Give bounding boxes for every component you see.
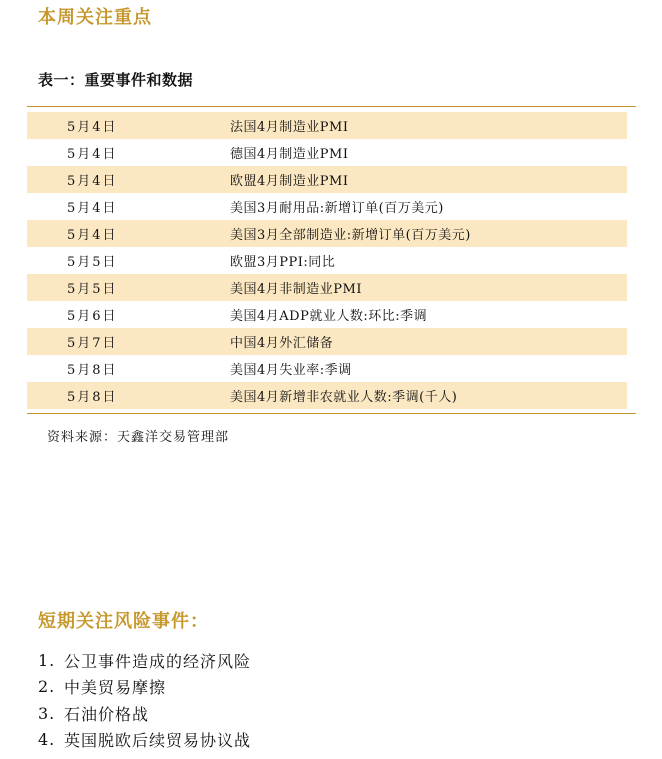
table-row bbox=[27, 247, 627, 274]
event-date: 5月8日 bbox=[67, 363, 118, 378]
table-row bbox=[27, 166, 627, 193]
event-name: 美国4月非制造业PMI bbox=[230, 282, 362, 297]
section-title-weekly-focus: 本周关注重点 bbox=[38, 7, 152, 28]
event-date: 5月8日 bbox=[67, 390, 118, 405]
table-row bbox=[27, 382, 627, 409]
event-name: 中国4月外汇储备 bbox=[230, 336, 334, 351]
risk-list bbox=[38, 647, 251, 753]
list-item-text: 中美贸易摩擦 bbox=[64, 678, 167, 698]
list-item-text: 石油价格战 bbox=[64, 704, 150, 724]
event-name: 欧盟4月制造业PMI bbox=[230, 174, 349, 189]
event-name: 欧盟3月PPI:同比 bbox=[230, 255, 336, 270]
table-row bbox=[27, 220, 627, 247]
list-item bbox=[38, 727, 251, 754]
event-name: 美国3月耐用品:新增订单(百万美元) bbox=[230, 201, 444, 216]
list-item-text: 英国脱欧后续贸易协议战 bbox=[64, 731, 252, 751]
section-title-risk-events: 短期关注风险事件： bbox=[38, 611, 209, 632]
list-item-text: 公卫事件造成的经济风险 bbox=[64, 651, 252, 671]
table-row bbox=[27, 274, 627, 301]
event-name: 美国4月失业率:季调 bbox=[230, 363, 352, 378]
list-number: 1. bbox=[38, 650, 56, 670]
event-date: 5月5日 bbox=[67, 282, 118, 297]
event-name: 法国4月制造业PMI bbox=[230, 120, 349, 135]
list-item bbox=[38, 674, 251, 701]
events-table bbox=[27, 106, 636, 414]
event-name: 德国4月制造业PMI bbox=[230, 147, 349, 162]
table-row bbox=[27, 112, 627, 139]
table-row bbox=[27, 328, 627, 355]
event-date: 5月4日 bbox=[67, 120, 118, 135]
source-note: 资料来源：天鑫洋交易管理部 bbox=[47, 430, 230, 445]
event-name: 美国4月ADP就业人数:环比:季调 bbox=[230, 309, 428, 324]
table-row bbox=[27, 193, 627, 220]
event-date: 5月7日 bbox=[67, 336, 118, 351]
table-row bbox=[27, 139, 627, 166]
list-number: 3. bbox=[38, 703, 56, 723]
list-item bbox=[38, 700, 251, 727]
list-number: 2. bbox=[38, 677, 56, 697]
event-date: 5月4日 bbox=[67, 228, 118, 243]
list-item bbox=[38, 647, 251, 674]
event-name: 美国3月全部制造业:新增订单(百万美元) bbox=[230, 228, 471, 243]
table-row bbox=[27, 355, 627, 382]
event-name: 美国4月新增非农就业人数:季调(千人) bbox=[230, 390, 458, 405]
event-date: 5月6日 bbox=[67, 309, 118, 324]
table-caption: 表一：重要事件和数据 bbox=[38, 71, 194, 89]
event-date: 5月4日 bbox=[67, 201, 118, 216]
event-date: 5月5日 bbox=[67, 255, 118, 270]
list-number: 4. bbox=[38, 730, 56, 750]
event-date: 5月4日 bbox=[67, 174, 118, 189]
event-date: 5月4日 bbox=[67, 147, 118, 162]
table-row bbox=[27, 301, 627, 328]
